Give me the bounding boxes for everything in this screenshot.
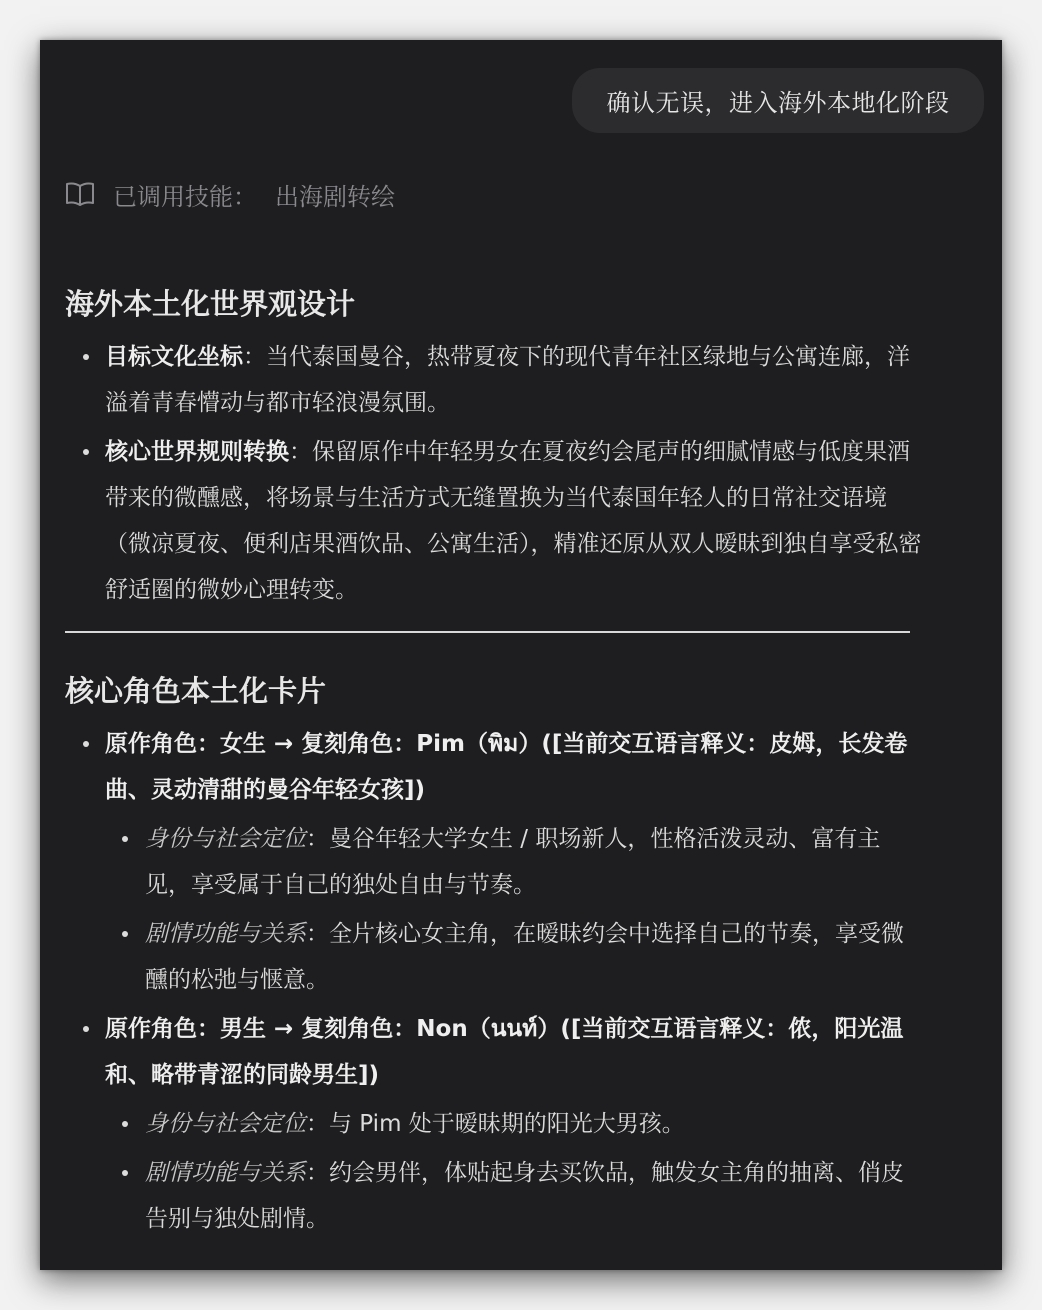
detail-text: ：曼谷年轻大学女生 / 职场新人，性格活泼灵动、富有主见，享受属于自己的独处自由与节奏。 — [145, 826, 881, 898]
skill-invoked-row[interactable] — [65, 174, 395, 214]
detail-text: ：全片核心女主角，在暧昧约会中选择自己的节奏，享受微醺的松弛与惬意。 — [145, 921, 904, 993]
list-item — [105, 1150, 925, 1242]
section-title-worldview: 海外本土化世界观设计 — [65, 287, 356, 321]
section-title-characters: 核心角色本土化卡片 — [65, 674, 327, 708]
detail-label: 剧情功能与关系 — [145, 921, 306, 947]
user-message-bubble — [572, 68, 984, 133]
skill-name: 出海剧转绘 — [275, 182, 395, 211]
character-heading: 原作角色：男生 → 复刻角色：Non（นนท์）([当前交互语言释义：侬，阳光温和、略带青涩的同龄男生]) — [105, 1016, 904, 1088]
book-open-icon — [65, 181, 95, 207]
item-label: 目标文化坐标 — [105, 344, 243, 370]
detail-text: ：约会男伴，体贴起身去买饮品，触发女主角的抽离、俏皮告别与独处剧情。 — [145, 1160, 904, 1232]
character-list — [65, 721, 925, 1245]
detail-label: 身份与社会定位 — [145, 826, 306, 852]
list-item — [105, 1101, 925, 1147]
character-card — [65, 721, 925, 1003]
worldview-list — [65, 334, 925, 616]
item-label: 核心世界规则转换 — [105, 439, 289, 465]
detail-label: 身份与社会定位 — [145, 1111, 306, 1137]
item-text: ：当代泰国曼谷，热带夏夜下的现代青年社区绿地与公寓连廊，洋溢着青春懵动与都市轻浪漫氛围。 — [105, 344, 910, 416]
user-message-text: 确认无误，进入海外本地化阶段 — [606, 89, 950, 117]
list-item — [105, 911, 925, 1003]
list-item — [65, 429, 925, 613]
section-divider — [65, 631, 910, 633]
skill-label: 已调用技能： — [113, 182, 257, 211]
list-item — [105, 816, 925, 908]
detail-text: ：与 Pim 处于暧昧期的阳光大男孩。 — [306, 1111, 685, 1137]
list-item — [65, 334, 925, 426]
detail-label: 剧情功能与关系 — [145, 1160, 306, 1186]
character-details — [105, 816, 925, 1003]
chat-window — [40, 40, 1002, 1270]
character-details — [105, 1101, 925, 1242]
item-text: ：保留原作中年轻男女在夏夜约会尾声的细腻情感与低度果酒带来的微醺感，将场景与生活方式无缝置换为当代泰国年轻人的日常社交语境（微凉夏夜、便利店果酒饮品、公寓生活），精准还原从双人暧昧到独自享受私密舒适圈的微妙心理转变。 — [105, 439, 922, 603]
character-card — [65, 1006, 925, 1242]
character-heading: 原作角色：女生 → 复刻角色：Pim（พิม）([当前交互语言释义：皮姆，长发卷曲、灵动清甜的曼谷年轻女孩]) — [105, 731, 908, 803]
